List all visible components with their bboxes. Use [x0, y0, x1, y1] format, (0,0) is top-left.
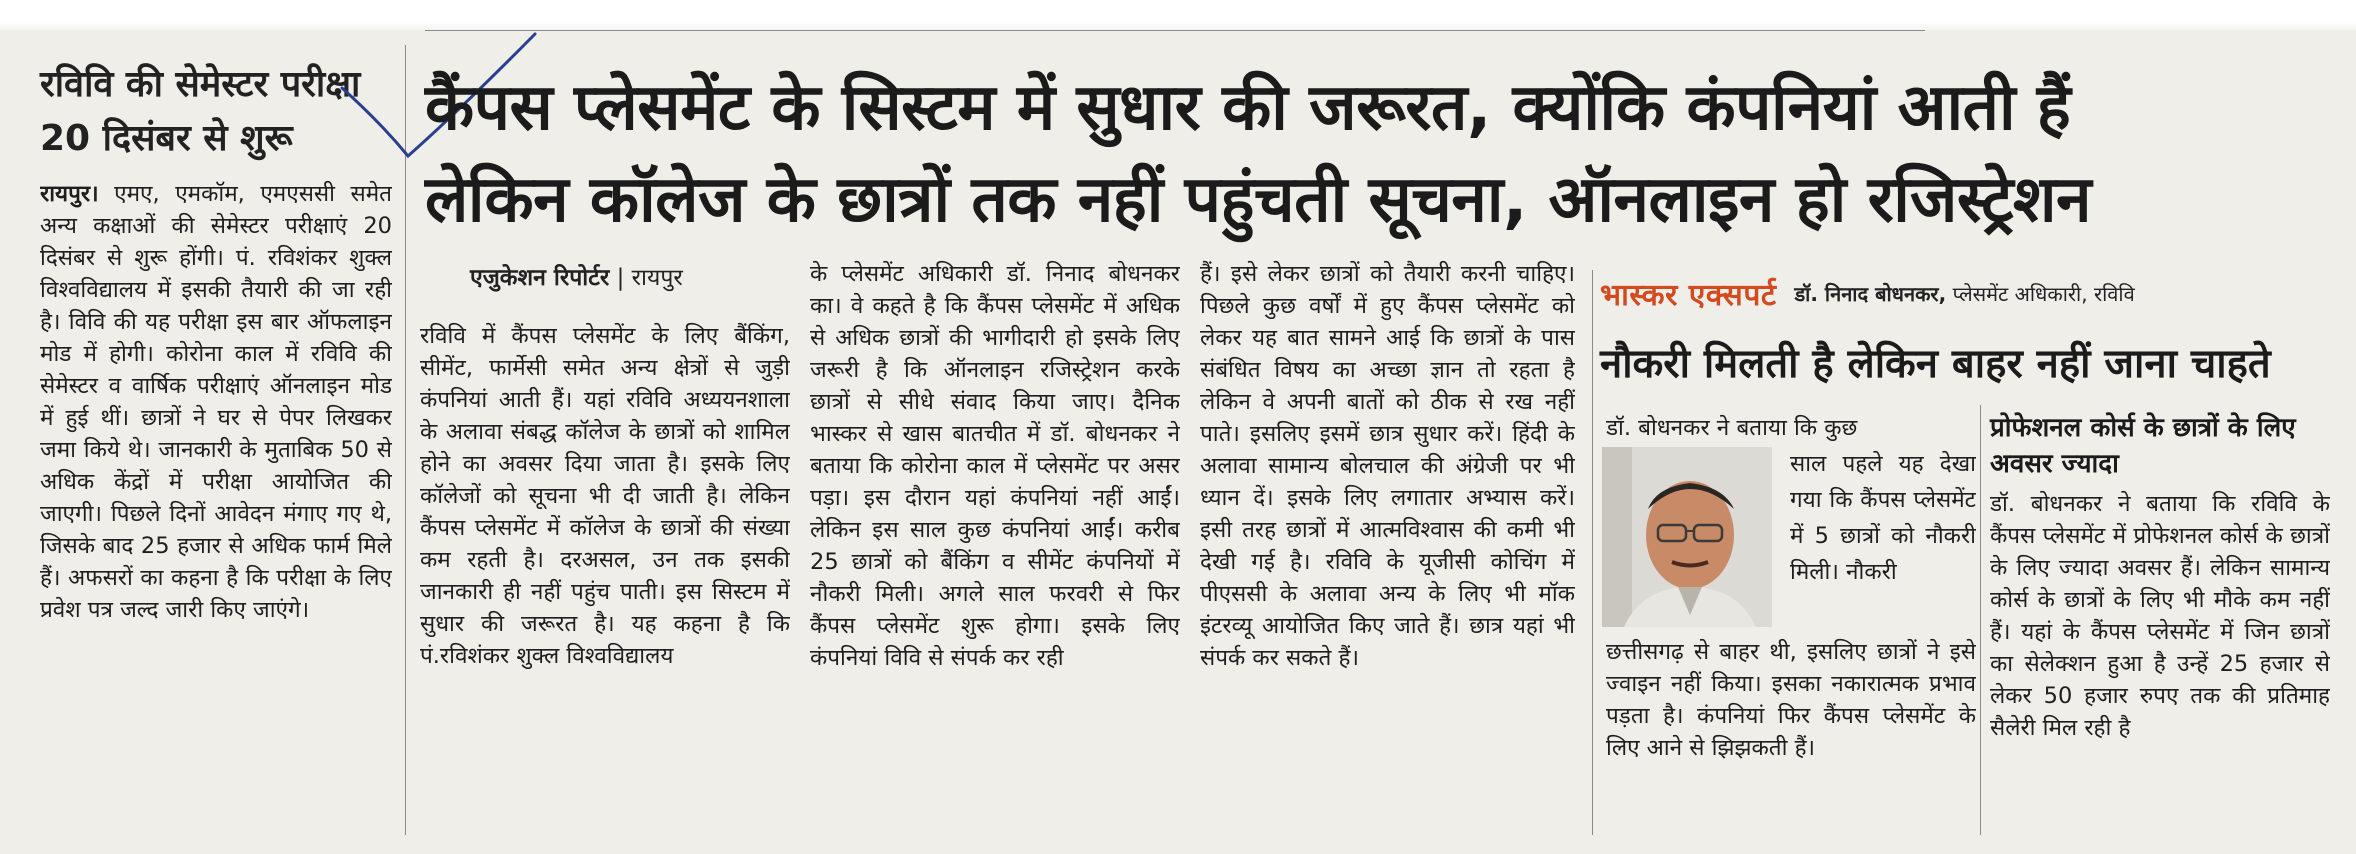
expert-brand: भास्कर एक्सपर्ट	[1600, 277, 1777, 313]
expert-headline: नौकरी मिलती है लेकिन बाहर नहीं जाना चाहते	[1600, 341, 2271, 387]
column-rule	[1592, 270, 1593, 835]
expert-right-column	[1990, 488, 2330, 832]
expert-left-column-text: छत्तीसगढ़ से बाहर थी, इसलिए छात्रों ने इसे ज्वाइन नहीं किया। इसका नकारात्मक प्रभाव पड़ता है। कंपनियां फिर कैंपस प्लेसमेंट के लिए आने से झिझकती हैं।	[1606, 639, 1976, 761]
expert-left-column	[1606, 636, 1976, 832]
expert-subhead: प्रोफेशनल कोर्स के छात्रों के लिए अवसर ज्यादा	[1990, 413, 2296, 479]
expert-portrait-photo	[1602, 447, 1772, 627]
column-rule	[425, 30, 1925, 31]
byline-separator: |	[616, 265, 632, 291]
portrait-image	[1602, 447, 1772, 627]
expert-name: डॉ. निनाद बोधनकर,	[1794, 281, 1947, 306]
side-story-body	[40, 178, 392, 828]
expert-left-intro	[1606, 412, 1976, 446]
column-rule	[405, 45, 406, 835]
expert-credit	[1794, 280, 2134, 307]
main-column-1	[420, 320, 790, 832]
expert-header	[1600, 272, 2330, 314]
side-story-dateline: रायपुर।	[40, 181, 99, 207]
expert-title: प्लेसमेंट अधिकारी, रविवि	[1952, 281, 2135, 306]
expert-left-beside-photo	[1790, 446, 1976, 626]
main-column-3	[1200, 258, 1575, 832]
side-story-text: एमए, एमकॉम, एमएससी समेत अन्य कक्षाओं की सेमेस्टर परीक्षाएं 20 दिसंबर से शुरू होंगी। पं. रविशंकर शुक्ल विश्वविद्यालय में इसकी तैयारी की जा रही है। विवि की यह परीक्षा इस बार ऑफलाइन मोड में होगी। कोरोना काल में रविवि की सेमेस्टर व वार्षिक परीक्षाएं ऑनलाइन मोड में हुई थीं। छात्रों ने घर से पेपर लिखकर जमा किये थे। जानकारी के मुताबिक 50 से अधिक केंद्रों में परीक्षा आयोजित की जाएगी। पिछले दिनों आवेदन मंगाए गए थे, जिसके बाद 25 हजार से अधिक फार्म मिले हैं। अफसरों का कहना है कि परीक्षा के लिए प्रवेश पत्र जल्द जारी किए जाएंगे।	[40, 181, 392, 623]
column-rule	[1980, 405, 1981, 835]
main-headline	[425, 62, 2325, 246]
main-headline-line-2: लेकिन कॉलेज के छात्रों तक नहीं पहुंचती सूचना, ऑनलाइन हो रजिस्ट्रेशन	[425, 163, 2092, 237]
main-column-2	[810, 258, 1180, 832]
main-column-2-text: के प्लेसमेंट अधिकारी डॉ. निनाद बोधनकर का। वे कहते है कि कैंपस प्लेसमेंट में अधिक से अधिक छात्रों की भागीदारी हो इसके लिए जरूरी है कि ऑनलाइन रजिस्ट्रेशन करके छात्रों से सीधे संवाद किया जाए। दैनिक भास्कर से खास बातचीत में डॉ. बोधनकर ने बताया कि कोरोना काल में प्लेसमेंट पर असर पड़ा। इस दौरान यहां कंपनियां नहीं आईं। लेकिन इस साल कुछ कंपनियां आईं। करीब 25 छात्रों को बैंकिंग व सीमेंट कंपनियों में नौकरी मिली। अगले साल फरवरी से फिर कैंपस प्लेसमेंट शुरू होगा। इसके लिए कंपनियां विवि से संपर्क कर रही	[810, 261, 1180, 671]
expert-left-intro-line: डॉ. बोधनकर ने बताया कि कुछ	[1606, 415, 1858, 441]
byline	[470, 260, 683, 292]
main-column-3-text: हैं। इसे लेकर छात्रों को तैयारी करनी चाहिए। पिछले कुछ वर्षों में हुए कैंपस प्लेसमेंट को लेकर यह बात सामने आई कि छात्रों के पास संबंधित विषय का अच्छा ज्ञान तो रहता है लेकिन वे अपनी बातों को ठीक से रख नहीं पाते। इसलिए इसमें छात्र सुधार करें। हिंदी के अलावा सामान्य बोलचाल की अंग्रेजी पर भी ध्यान दें। इसके लिए लगातार अभ्यास करें। इसी तरह छात्रों में आत्मविश्वास की कमी भी देखी गई है। रविवि के यूजीसी कोचिंग में पीएससी के अलावा अन्य के लिए भी मॉक इंटरव्यू आयोजित किए जाते हैं। छात्र यहां भी संपर्क कर सकते हैं।	[1200, 261, 1575, 671]
side-story-headline: रविवि की सेमेस्टर परीक्षा 20 दिसंबर से शुरू	[40, 64, 361, 159]
main-column-1-text: रविवि में कैंपस प्लेसमेंट के लिए बैंकिंग, सीमेंट, फार्मेसी समेत अन्य क्षेत्रों से जुड़ी कंपनियां आती हैं। यहां रविवि अध्ययनशाला के अलावा संबद्ध कॉलेज के छात्रों को शामिल होने का अवसर दिया जाता है। इसके लिए कॉलेजों को सूचना भी दी जाती है। लेकिन कैंपस प्लेसमेंट में कॉलेज के छात्रों की संख्या कम रहती है। दरअसल, उन तक इसकी जानकारी ही नहीं पहुंच पाती। इस सिस्टम में सुधार की जरूरत है। यह कहना है कि पं.रविशंकर शुक्ल विश्वविद्यालय	[420, 323, 790, 669]
byline-reporter: एजुकेशन रिपोर्टर	[470, 265, 610, 291]
expert-left-beside-photo-text: साल पहले यह देखा गया कि कैंपस प्लेसमेंट में 5 छात्रों को नौकरी मिली। नौकरी	[1790, 451, 1976, 585]
byline-city: रायपुर	[631, 265, 683, 291]
main-headline-line-1: कैंपस प्लेसमेंट के सिस्टम में सुधार की जरूरत, क्योंकि कंपनियां आती हैं	[425, 71, 2071, 145]
expert-right-column-text: डॉ. बोधनकर ने बताया कि रविवि के कैंपस प्लेसमेंट में प्रोफेशनल कोर्स के छात्रों के लिए ज्यादा अवसर हैं। लेकिन सामान्य कोर्स के छात्रों के लिए भी मौके कम नहीं हैं। यहां के कैंपस प्लेसमेंट में जिन छात्रों का सेलेक्शन हुआ है उन्हें 25 हजार से लेकर 50 हजार रुपए तक की प्रतिमाह सैलेरी मिल रही है	[1990, 491, 2330, 741]
